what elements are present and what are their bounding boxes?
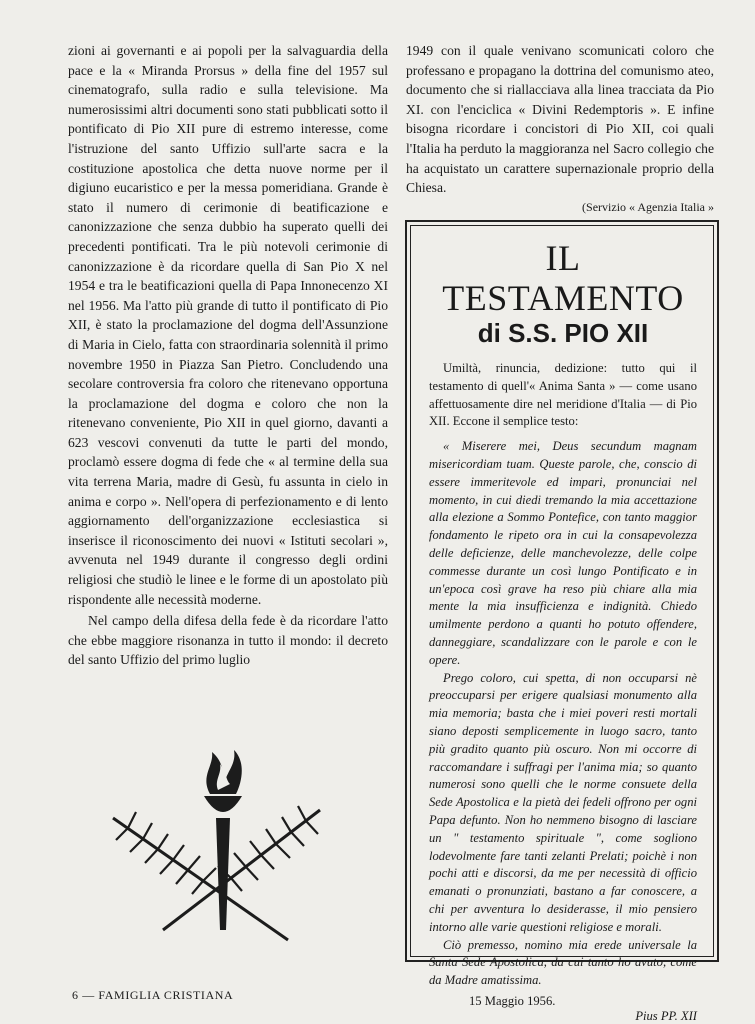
- left-column: [68, 41, 388, 670]
- left-paragraph-1: zioni ai governanti e ai popoli per la salvaguardia della pace e la « Miranda Prorsus » della fine del 1957 sul cinematografo, sulla radio e sulla televisione. Ma numerosissimi altri documenti sono stati pubblicati sotto il pontificato di Pio XII pure di estremo interesse, come l'istruzione del santo Uffizio sull'arte sacra e la costituzione apostolica che detta nuove norme per il digiuno eucaristico e per la messa pomeridiana. Grande è stato il numero di cerimonie di beatificazione e canonizzazione che senza dubbio ha superato quelli dei precedenti pontificati. Tra le più notevoli cerimonie di canonizzazione è da ricordare quella di San Pio X nel 1954 e tra le beatificazioni quella di Papa Innonecenzo XI nel 1956. Ma l'atto più grande di tutto il pontificato di Pio XII, è stato la proclamazione del dogma dell'Assunzione di Maria in Cielo, fatta con straordinaria solennità il primo novembre 1950 in Piazza San Pietro. Concludendo una secolare controversia fra coloro che ritenevano opportuna la proclamazione del dogma e coloro che non la ritenevano conveniente, Pio XII in quel giorno, davanti a 623 vescovi convenuti da tutte le parti del mondo, proclamò essere dogma di fede che « al termine della sua vita terrena Maria, madre di Gesù, fu assunta in cielo in anima e corpo ». Nell'opera di perfezionamento e di lento aggiornamento dell'organizzazione ecclesiastica si inserisce il riconoscimento dei nuovi « Istituti secolari », avvenuta nel 1949 durante il congresso degli ordini religiosi che studiò le linee e le forme di un apostolato più rispondente alle necessità moderne.: [68, 43, 388, 607]
- testament-date: 15 Maggio 1956.: [469, 993, 556, 1008]
- testament-quote-2: Prego coloro, cui spetta, di non occuparsi nè preoccuparsi per erigere qualsiasi monumento alla mia memoria; basta che i miei poveri resti mortali siano deposti semplicemente in luogo sacro, tanto più gradito quanto più oscuro. Non mi occorre di raccomandare i suffragi per l'anima mia; so quanto numerosi sono quelli che le norme consuete della Sede Apostolica e la pietà dei fedeli offrono per ogni Papa defunto. Non ho nemmeno bisogno di lasciare un " testamento spirituale ", come sogliono lodevolmente fare tanti zelanti Prelati; poichè i non pochi atti e discorsi, da me per necessità di officio emanati o pronunziati, bastano a far conoscere, a chi per avventura lo desiderasse, il mio pensiero intorno alle varie questioni religiose e morali.: [429, 670, 697, 934]
- testament-inner-frame: [410, 225, 714, 1023]
- testament-quote-1: « Miserere mei, Deus secundum magnam misericordiam tuam. Queste parole, che, conscio di essere immeritevole ed impari, pronunciai nel momento, in cui diedi tremando la mia accettazione alla elezione a Sommo Pontefice, con tanto maggior fondamento le ripeto ora in cui la consapevolezza delle deficienze, delle manchevolezze, delle colpe commesse durante un così lungo Pontificato e in un'epoca così grave ha reso più chiare alla mia mente la mia insufficienza e indignità. Chiedo umilmente perdono a quanti ho potuto offendere, danneggiare, scandalizzare con le parole e con le opere.: [429, 439, 697, 667]
- testament-box: [405, 220, 719, 1023]
- source-credit: (Servizio « Agenzia Italia »: [582, 199, 714, 214]
- testament-intro: Umiltà, rinuncia, dedizione: tutto qui il testamento di quell'« Anima Santa » — come usano affettuosamente dire nel meridione d'Italia — di Pio XII. Eccone il semplice testo:: [429, 361, 697, 429]
- left-paragraph-2: Nel campo della difesa della fede è da ricordare l'atto che ebbe maggiore risonanza in tutto il mondo: il decreto del santo Uffizio del primo luglio: [68, 613, 388, 668]
- right-column: [406, 41, 714, 217]
- torch-and-crossed-palms-icon: [108, 748, 333, 948]
- testament-title: IL TESTAMENTO: [442, 238, 684, 318]
- page-footer: 6 — FAMIGLIA CRISTIANA: [72, 988, 234, 1002]
- testament-quote-3: Ciò premesso, nomino mia erede universale la Santa Sede Apostolica, da cui tanto ho avuto, come da Madre amatissima.: [429, 937, 697, 988]
- testament-subtitle: di S.S. PIO XII: [477, 318, 649, 348]
- right-paragraph-1: 1949 con il quale venivano scomunicati coloro che professano e propagano la dottrina del comunismo ateo, documento che si riallacciava alla linea tracciata da Pio XI. con l'enciclica « Divini Redemptoris ». E infine bisogna ricordare i concistori di Pio XII, coi quali l'Italia ha perduto la maggioranza nel Sacro collegio che ha acquistato un carattere supernazionale proprio della Chiesa.: [406, 43, 714, 196]
- testament-signature: Pius PP. XII: [635, 1008, 697, 1023]
